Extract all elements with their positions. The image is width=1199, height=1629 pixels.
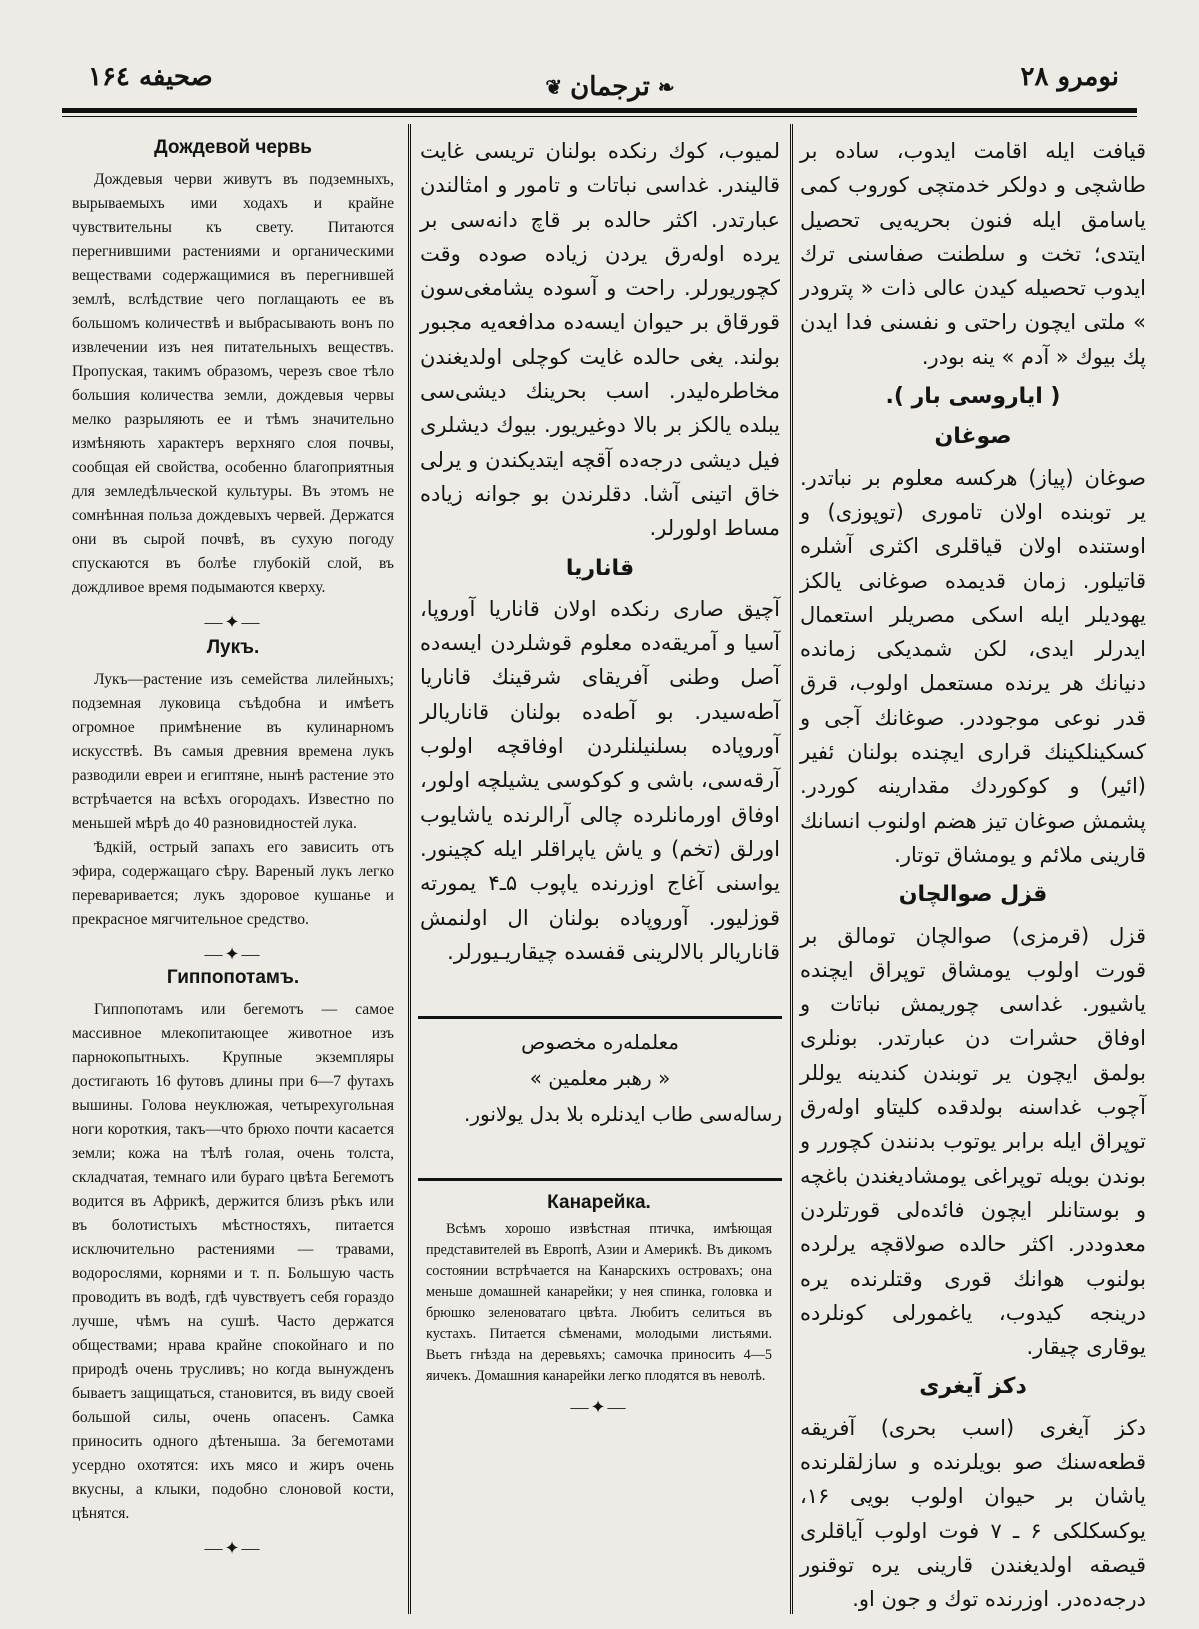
article-earthworm xyxy=(72,136,394,646)
notice-subtitle: « رهبر معلمین » xyxy=(529,1066,671,1090)
article-title: Канарейка. xyxy=(547,1192,651,1213)
notice-rule-top xyxy=(418,1016,782,1019)
article-title: Гиппопотамъ. xyxy=(166,967,300,988)
column-divider-right xyxy=(790,124,793,1614)
article-body: لمیوب، کوك رنکده بولنان تریسی غایت قالیندر. غداسی نباتات و تامور و امثالندن عبارتدر. اکثر حالده بر قاچ دانه‌سی بر یرده اوله‌رق یردن زیاده صوده وقت کچوریورلر. راحت و آسوده یشامغی‌سون قورقاق بر حیوان ایسه‌ده مدافعه‌یه مجبور بولند. یغی حالده غایت کوچلی اولدیغندن مخاطره‌لیدر. اسب بحرینك دیشی‌سی یبلده یالکز بر بالا دوغیریور. بیوك دیشلری فیل دیشی درجه‌ده آقچه ایتدیکندن و یرلی خاق اتینی آشا. دقلرندن بو جوانه زیاده مساط اولورلر. xyxy=(420,139,780,541)
article-body: Ѣдкій, острый запахъ его зависить отъ эфира, содержащаго сѣру. Вареный лукъ легко переваривается; лукъ здоровое кушанье и прекрасное мягчительное средство. xyxy=(72,839,394,928)
article-body: آچیق صاری رنکده اولان قاناریا آوروپا، آسیا و آمریقه‌ده معلوم قوشلردن ایسه‌ده آصل وطنی آفریقای شرقینك قاناریا آطه‌سیدر. بو آطه‌ده بولنان قاناریالر آوروپاده بسلنیلنلردن اوفاقچه اولوب آرقه‌سی، باشی و کوکوسی یشیلچه اولور، اوفاق اورمانلرده چالی آرالرنده یاشایوب اورلق (تخم) و یاش یاپراقلر ایله کچینور. یواسنی آغاج اوزرنده یاپوب ۵ـ۴ یمورته قوزلیور. آوروپاده بولنان ال اولنمش قاناریالر بالالرینی قفسده چیقاریـیورلر. xyxy=(420,596,780,964)
article-title: قاناریا xyxy=(565,555,635,581)
notice-box xyxy=(418,1024,782,1132)
article-right-column xyxy=(800,134,1146,1616)
article-onion xyxy=(72,636,394,978)
separator-icon: —✦— xyxy=(204,612,262,632)
header-rule-thin xyxy=(62,116,1137,117)
separator-icon: —✦— xyxy=(204,944,262,964)
ornament-right-icon: ❧ xyxy=(657,75,675,99)
article-body: Всѣмъ хорошо извѣстная птичка, имѣющая представителей въ Европѣ, Азии и Америкѣ. Въ дикомъ состоянии встрѣчается на Канарскихъ островахъ; она меньше домашней канарейки; у нея спинка, головка и брюшко зеленоватаго цвѣта. Любитъ селиться въ кустахъ. Питается сѣменами, молодыми листьями. Вьетъ гнѣзда на деревьяхъ; самочка приносить 4—5 яичекъ. Домашния канарейки легко плодятся въ неволѣ. xyxy=(426,1221,772,1384)
notice-title: معلمله‌ره مخصوص xyxy=(521,1030,679,1054)
page-number: صحیفه ۱۶٤ xyxy=(88,62,213,92)
article-title: Лукъ. xyxy=(206,637,260,658)
article-body: قیافت ایله اقامت ایدوب، ساده بر طاشچی و دولکر خدمتچی کوروب کمی یاسامق ایله فنون بحریه‌یی تحصیل ایتدی؛ تخت و سلطنت صفاسنی ترك ایدوب تحصیله کیدن عالی ذات « پترودر » ملتی ایچون راحتی و نفسنی فدا ایدن پك بیوك « آدم » ینه بودر. xyxy=(800,139,1146,369)
article-body: صوغان (پیاز) هرکسه معلوم بر نباتدر. یر توبنده اولان تاموری (توپوزی) و اوستنده اولان قیاقلری اکثری آشلره قاتیلور. زمان قدیمده صوغانی یالکز یهودیلر ایله اسکی مصریلر استعمال ایدرلر ایدی، لکن شمدیکی زمانده دنیانك هر یرنده مستعمل اولوب، قرق قدر نوعی موجوددر. صوغانك آجی و کسکینلکینك قراری ایچنده بولنان ئفیر (ائیر) و کوکوردك مقدارینه کوردر. پشمش صوغان تیز هضم اولنوب انسانك قارینی ملائم و یومشاق توتار. xyxy=(800,465,1146,867)
header-rule xyxy=(62,108,1137,113)
article-body: قزل (قرمزی) صوالچان تومالق بر قورت اولوب یومشاق توپراق ایچنده یاشیور. غداسی چوریمش نباتات و اوفاق حشرات دن عبارتدر. بونلری بولمق ایچون یر توبندن کندینه یوللر آچوب غداسنه بولدقده کلیتاو اوله‌رق توپراق ایله برابر یوتوب بدنندن کچورر و بوندن بویله توپراغی یومشادیغندن باغچه و بوستانلر ایچون فائده‌لی قورتلردن معدوددر. اکثر حالده صولاقچه یرلرده بولنوب هوانك قوری وقتلرنده یره درینجه کیدوب، یاغمورلی کونلرده یوقاری چیقار. xyxy=(800,923,1146,1360)
ornament-left-icon: ❦ xyxy=(545,75,563,99)
separator-icon: —✦— xyxy=(204,1538,262,1558)
separator-icon: —✦— xyxy=(570,1397,628,1417)
notice-rule-bottom xyxy=(418,1178,782,1181)
article-hippopotamus xyxy=(72,966,394,1572)
notice-body: رساله‌سی طاب ایدنلره بلا بدل یولانور. xyxy=(463,1102,782,1126)
article-body: دکز آیغری (اسب بحری) آفریقه قطعه‌سنك صو بویلرنده و سازلقلرنده یاشان بر حیوان اولوب بویی ۱۶، یوکسکلکی ۶ ـ ۷ فوت اولوب آیاقلری قیصقه اولدیغندن قارینی یره توقنور درجه‌ده‌در. اوزرنده توك و جون او. xyxy=(800,1415,1146,1612)
article-title: دکز آیغری xyxy=(919,1374,1027,1400)
article-body: Дождевыя черви живутъ въ подземныхъ, вырываемыхъ ими ходахъ и крайне чувствительны къ свету. Питаются перегнившими растениями и органическими веществами содержащимися въ перегнившей землѣ, вслѣдствие чего поглащають ее въ большомъ количествѣ и выбрасывають вонъ по извлечении изъ нея питательныхъ веществъ. Пропуская, такимъ образомъ, черезъ свое тѣло большия количества земли, дождевыя червы мелко разрыляють ее и тѣмъ значительно измѣняють характеръ верхняго слоя почвы, сообщая ей свойства, особенно благоприятныя для земледѣльческой культуры. Въ этомъ не сомнѣнная польза дождевыхъ червей. Держатся они въ сырой почвѣ, въ сухую погоду спускаются въ болѣе глубокій слой, въ дождливое время подымаются кверху. xyxy=(72,171,394,596)
signature: ( ایاروسی بار ). xyxy=(885,384,1061,410)
article-hippo-continued xyxy=(420,134,780,969)
article-title: قزل صوالچان xyxy=(898,882,1048,908)
article-body: Гиппопотамъ или бегемотъ — самое массивное млекопитающее животное изъ парнокопытныхъ. Крупные экземпляры достигають 16 футовъ длины при 6—7 футахъ вышины. Голова неуклюжая, четырехугольная ноги короткия, такъ—что брюхо почти касается земли; кожа на тѣлѣ голая, очень толста, складчатая, темнаго или бураго цвѣта Бегемотъ водится въ Африкѣ, держится близъ рѣкъ или въ болотистыхъ мѣстностяхъ, питается исключительно растениями — травами, водорослями, корнями и т. п. Большую часть проводить въ водѣ, гдѣ чувствуетъ себя гораздо лучше, чѣмъ на сушѣ. Часто держатся обществами; нрава крайне спокойнаго и по природѣ очень трусливъ; но когда вынужденъ бываетъ защищаться, становится, въ виду своей большой силы, очень опасенъ. Самка приносить одного дѣтеныша. За бегемотами усердно охотятся: ихъ мясо и жиръ очень вкусны, а клыки, подобно слоновой кости, цѣнятся. xyxy=(72,1001,394,1522)
issue-number: نومرو ۲۸ xyxy=(1020,62,1119,92)
article-title: صوغان xyxy=(934,424,1012,450)
article-canary xyxy=(426,1192,772,1430)
article-title: Дождевой червь xyxy=(154,137,312,158)
masthead xyxy=(540,62,680,112)
article-body: Лукъ—растение изъ семейства лилейныхъ; подземная луковица съѣдобна и имѣетъ огромное примѣнение въ кулинарномъ искусствѣ. Въ самыя древния времена лукъ разводили евреи и египтяне, нынѣ растение это встрѣчается на всѣхъ огородахъ. Известно по меньшей мѣрѣ до 40 разновидностей лука. xyxy=(72,671,394,832)
masthead-title: ترجمان xyxy=(570,72,650,102)
column-divider-left xyxy=(408,124,411,1614)
